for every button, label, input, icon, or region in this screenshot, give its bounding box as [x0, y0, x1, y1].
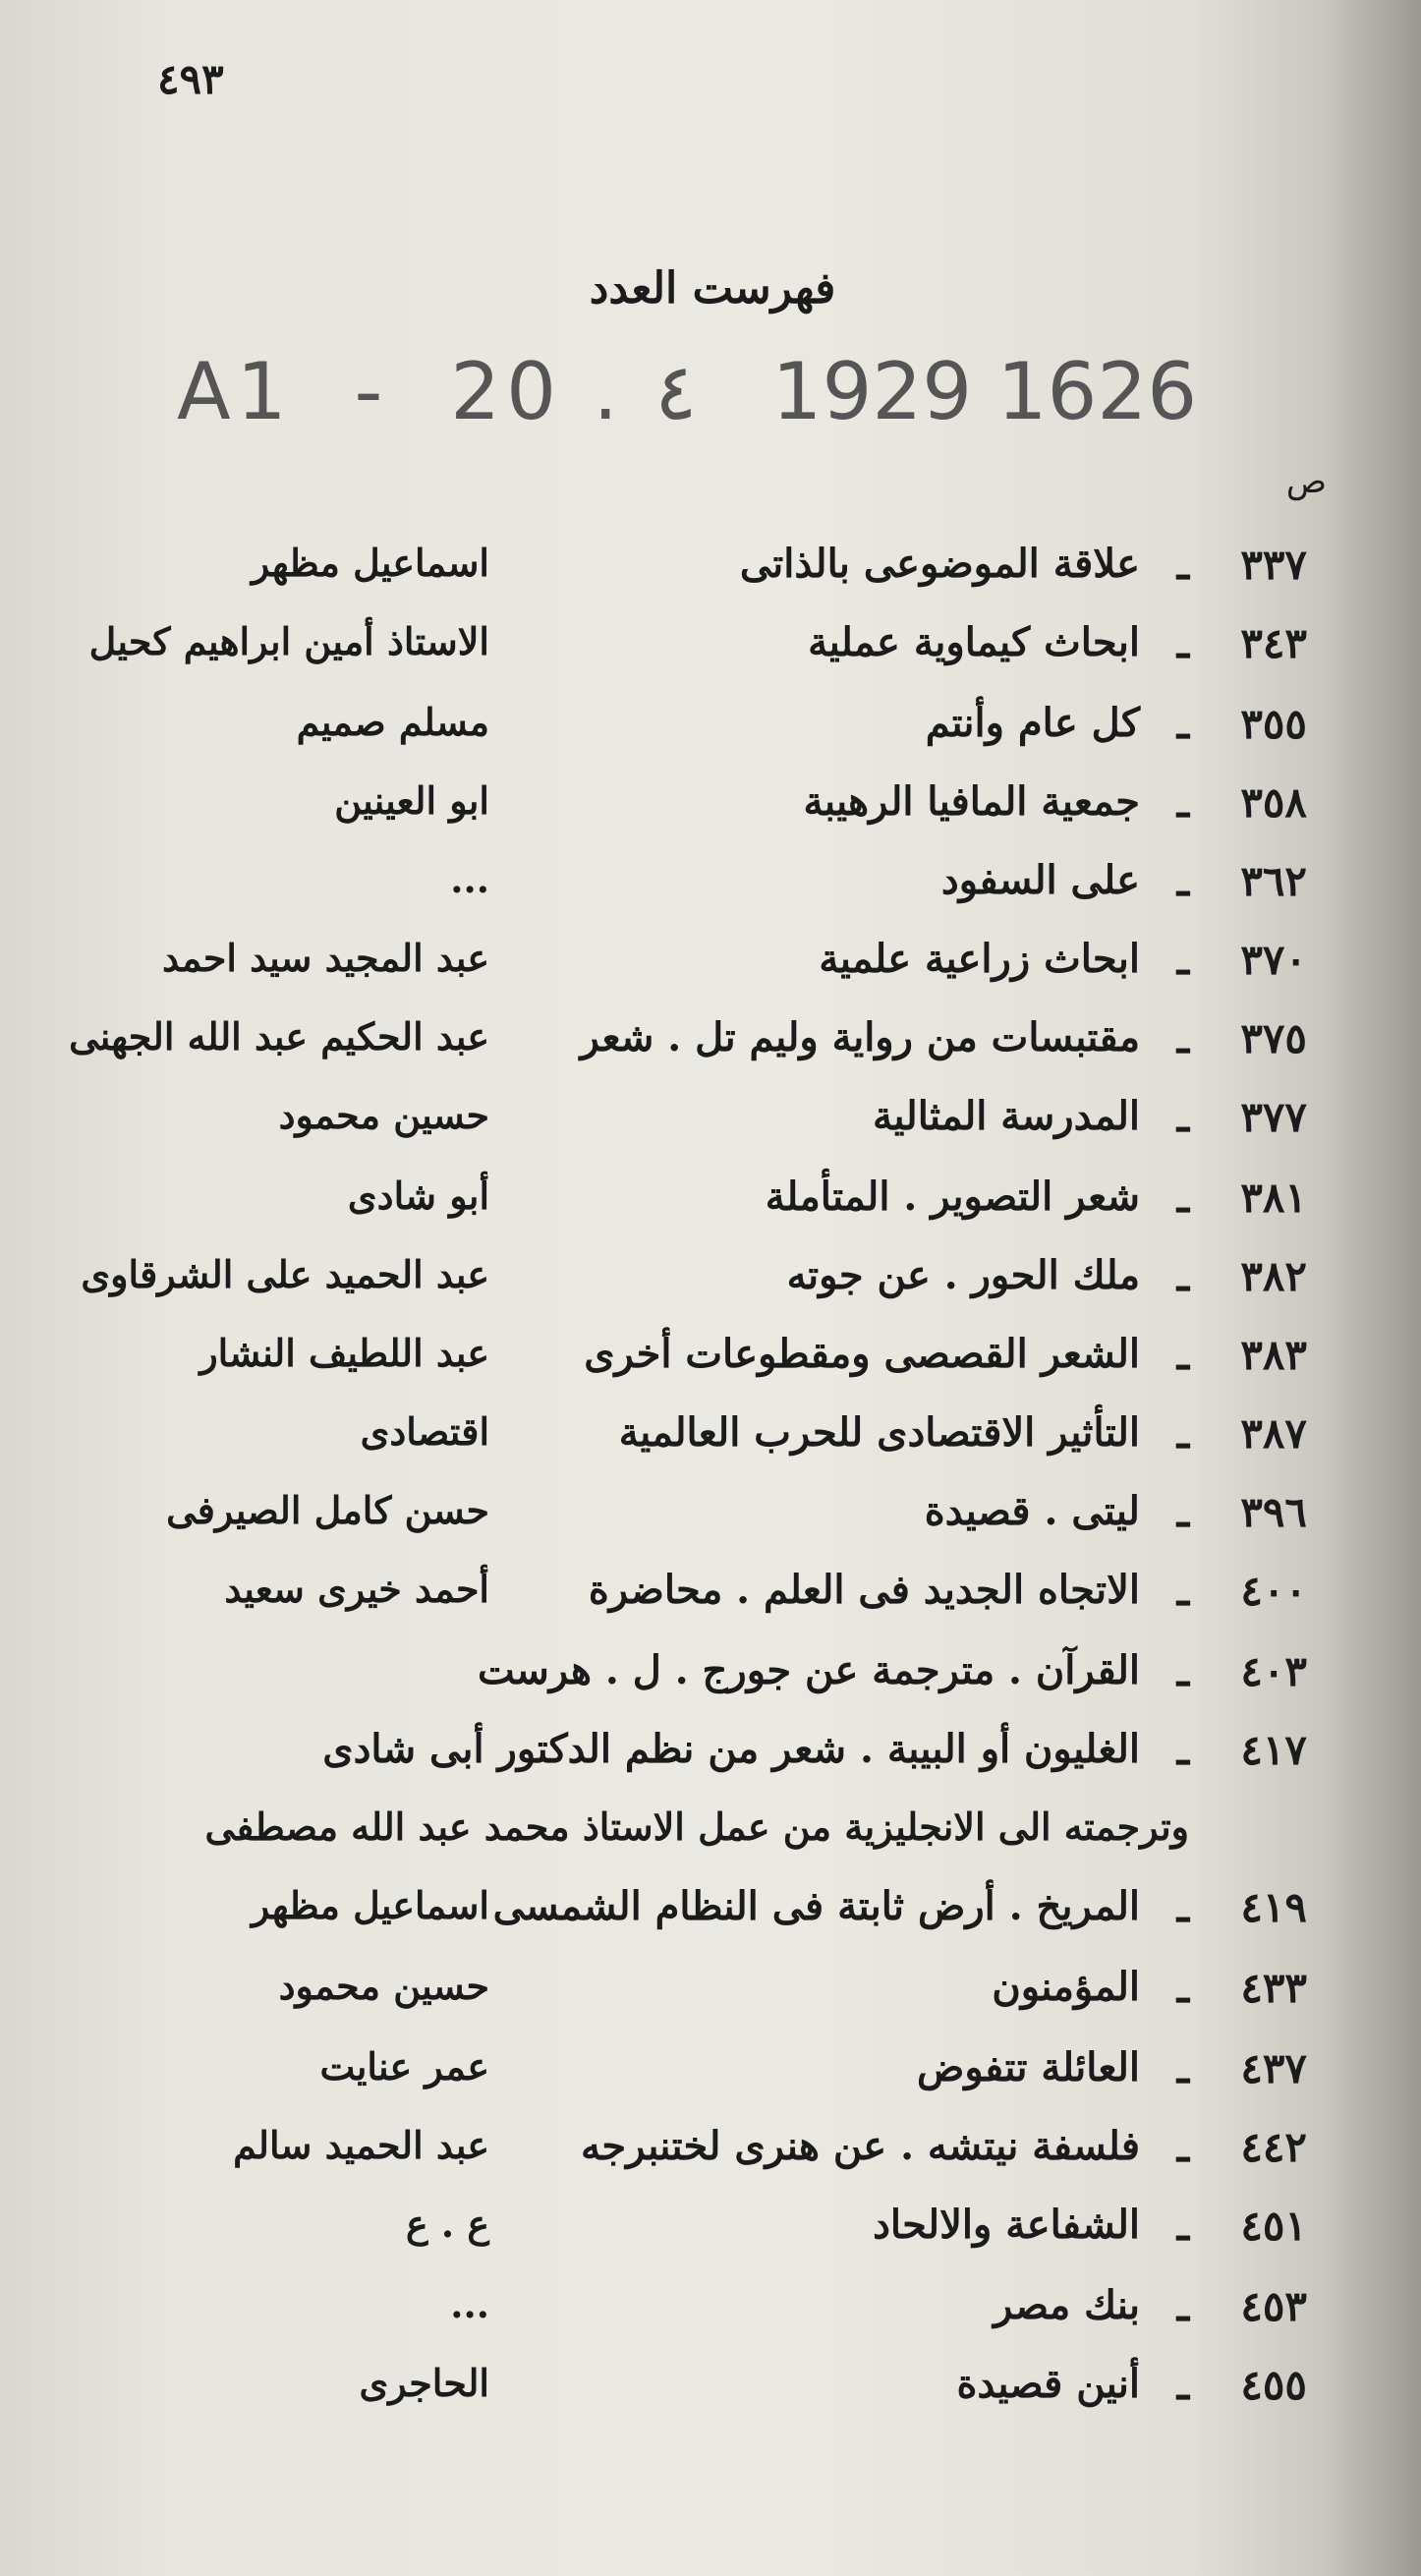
index-entry: [0, 2282, 1421, 2361]
entry-page: ٣٦٢: [1240, 857, 1307, 905]
entry-title: التأثير الاقتصادى للحرب العالمية: [618, 1409, 1140, 1456]
entry-dash: ـ: [1176, 1964, 1189, 2012]
entry-dash: ـ: [1176, 619, 1189, 667]
entry-title: ليتى . قصيدة: [924, 1488, 1140, 1534]
entry-title: العائلة تتفوض: [917, 2044, 1140, 2090]
entry-dash: ـ: [1176, 1093, 1189, 1141]
entry-author: أبو شادى: [347, 1174, 489, 1218]
entry-dash: ـ: [1176, 541, 1189, 589]
entry-title: أنين قصيدة: [956, 2361, 1140, 2407]
entry-title: فلسفة نيتشه . عن هنرى لختنبرجه: [580, 2123, 1140, 2169]
entry-page: ٤٠٣: [1240, 1647, 1307, 1695]
entry-dash: ـ: [1176, 936, 1189, 984]
index-entry: [0, 1093, 1421, 1172]
index-entry: [0, 936, 1421, 1014]
translation-note: وترجمته الى الانجليزية من عمل الاستاذ محمد عبد الله مصطفى: [204, 1804, 1189, 1849]
entry-author: حسن كامل الصيرفى: [166, 1488, 489, 1532]
entry-page: ٤٥١: [1240, 2202, 1307, 2250]
index-entry: [0, 1488, 1421, 1567]
entry-title: على السفود: [940, 857, 1140, 903]
entry-title: المريخ . أرض ثابتة فى النظام الشمسى: [492, 1883, 1140, 1929]
entry-author: عبد الحكيم عبد الله الجهنى: [69, 1014, 489, 1059]
entry-author: عمر عنايت: [319, 2044, 489, 2089]
entry-dash: ـ: [1176, 778, 1189, 827]
index-entry: [0, 1567, 1421, 1645]
entry-page: ٤١٧: [1240, 1726, 1307, 1774]
index-entry: [0, 1647, 1421, 1726]
entry-page: ٣٧٠: [1240, 936, 1307, 984]
entry-author: مسلم صميم: [296, 700, 489, 744]
entry-page: ٣٨٢: [1240, 1252, 1307, 1300]
index-title: فهرست العدد: [589, 263, 836, 314]
index-entry: [0, 1964, 1421, 2042]
index-entry: [0, 700, 1421, 778]
entry-title: علاقة الموضوعى بالذاتى: [739, 541, 1140, 587]
entry-page: ٤٥٣: [1240, 2282, 1307, 2330]
entry-dash: ـ: [1176, 1252, 1189, 1300]
entry-author: حسين محمود: [278, 1093, 489, 1137]
entry-title: مقتبسات من رواية وليم تل . شعر: [580, 1014, 1140, 1060]
entry-title: ملك الحور . عن جوته: [786, 1252, 1140, 1298]
entry-dash: ـ: [1176, 2282, 1189, 2330]
entry-title: الشعر القصصى ومقطوعات أخرى: [584, 1331, 1140, 1377]
entry-page: ٤١٩: [1240, 1883, 1307, 1931]
entry-title: بنك مصر: [993, 2282, 1140, 2328]
entry-title: القرآن . مترجمة عن جورج . ل . هرست: [477, 1647, 1140, 1693]
entry-author: أحمد خيرى سعيد: [224, 1567, 489, 1611]
entry-dash: ـ: [1176, 2044, 1189, 2092]
entry-page: ٤٣٧: [1240, 2044, 1307, 2092]
entry-dash: ـ: [1176, 1409, 1189, 1458]
entry-dash: ـ: [1176, 1647, 1189, 1695]
index-entry: [0, 2123, 1421, 2202]
entry-title: شعر التصوير . المتأملة: [765, 1174, 1140, 1220]
page-column-label: ص: [1285, 462, 1327, 501]
index-entry: [0, 1409, 1421, 1488]
entry-title: جمعية المافيا الرهيبة: [803, 778, 1140, 825]
entry-title: ابحاث كيماوية عملية: [808, 619, 1140, 665]
entry-dash: ـ: [1176, 1488, 1189, 1536]
entry-author: عبد الحميد على الشرقاوى: [81, 1252, 489, 1296]
index-entry: [0, 2202, 1421, 2280]
index-entry: [0, 2361, 1421, 2439]
entry-title: الشفاعة والالحاد: [873, 2202, 1140, 2248]
index-entry: [0, 1726, 1421, 1804]
entry-page: ٣٨٧: [1240, 1409, 1307, 1458]
entry-title: المدرسة المثالية: [872, 1093, 1140, 1139]
index-entry: [0, 857, 1421, 936]
entry-author: عبد الحميد سالم: [233, 2123, 489, 2167]
index-entry: [0, 778, 1421, 857]
entry-title: كل عام وأنتم: [925, 700, 1140, 746]
entry-dash: ـ: [1176, 700, 1189, 748]
entry-page: ٣٨٣: [1240, 1331, 1307, 1379]
entry-title: الغليون أو البيبة . شعر من نظم الدكتور أبى شادى: [322, 1726, 1140, 1772]
entry-author: اسماعيل مظهر: [251, 541, 489, 585]
entry-page: ٤٣٣: [1240, 1964, 1307, 2012]
entry-author: الاستاذ أمين ابراهيم كحيل: [88, 619, 489, 663]
index-entry: [0, 1252, 1421, 1331]
entry-author: حسين محمود: [278, 1964, 489, 2008]
entry-author: عبد اللطيف النشار: [199, 1331, 489, 1375]
entry-page: ٣٩٦: [1240, 1488, 1307, 1536]
entry-author: ع . ع: [405, 2202, 489, 2246]
entry-page: ٤٥٥: [1240, 2361, 1307, 2409]
entry-title: الاتجاه الجديد فى العلم . محاضرة: [588, 1567, 1140, 1613]
handwritten-note: A1 - 20 . ٤ 1929 1626: [177, 346, 1198, 437]
entry-author: عبد المجيد سيد احمد: [161, 936, 489, 980]
page-number: ٤٩٣: [157, 55, 224, 103]
entry-author: ابو العينين: [334, 778, 489, 823]
index-entry: [0, 1014, 1421, 1093]
entry-dash: ـ: [1176, 1174, 1189, 1222]
entry-page: ٣٤٣: [1240, 619, 1307, 667]
entry-page: ٤٠٠: [1240, 1567, 1307, 1615]
entry-dash: ـ: [1176, 1726, 1189, 1774]
entry-page: ٣٨١: [1240, 1174, 1307, 1222]
entry-dash: ـ: [1176, 2123, 1189, 2171]
entry-dash: ـ: [1176, 1883, 1189, 1931]
entry-page: ٤٤٢: [1240, 2123, 1307, 2171]
index-entry: [0, 1331, 1421, 1409]
entry-page: ٣٧٧: [1240, 1093, 1307, 1141]
index-entry: [0, 1883, 1421, 1962]
entry-page: ٣٥٨: [1240, 778, 1307, 827]
entry-dash: ـ: [1176, 1331, 1189, 1379]
entry-author: ...: [450, 2282, 489, 2326]
entry-author: ...: [450, 857, 489, 901]
index-entry: [0, 619, 1421, 698]
index-entry: [0, 2044, 1421, 2123]
entry-page: ٣٧٥: [1240, 1014, 1307, 1062]
entry-dash: ـ: [1176, 1567, 1189, 1615]
entry-page: ٣٥٥: [1240, 700, 1307, 748]
entry-dash: ـ: [1176, 857, 1189, 905]
entry-title: المؤمنون: [992, 1964, 1140, 2010]
entry-page: ٣٣٧: [1240, 541, 1307, 589]
entry-dash: ـ: [1176, 2361, 1189, 2409]
entry-dash: ـ: [1176, 2202, 1189, 2250]
entry-title: ابحاث زراعية علمية: [819, 936, 1140, 982]
entry-author: الحاجرى: [359, 2361, 489, 2405]
entry-author: اقتصادى: [360, 1409, 489, 1454]
index-entry: [0, 541, 1421, 619]
entry-dash: ـ: [1176, 1014, 1189, 1062]
index-entry: [0, 1174, 1421, 1252]
entry-author: اسماعيل مظهر: [251, 1883, 489, 1927]
